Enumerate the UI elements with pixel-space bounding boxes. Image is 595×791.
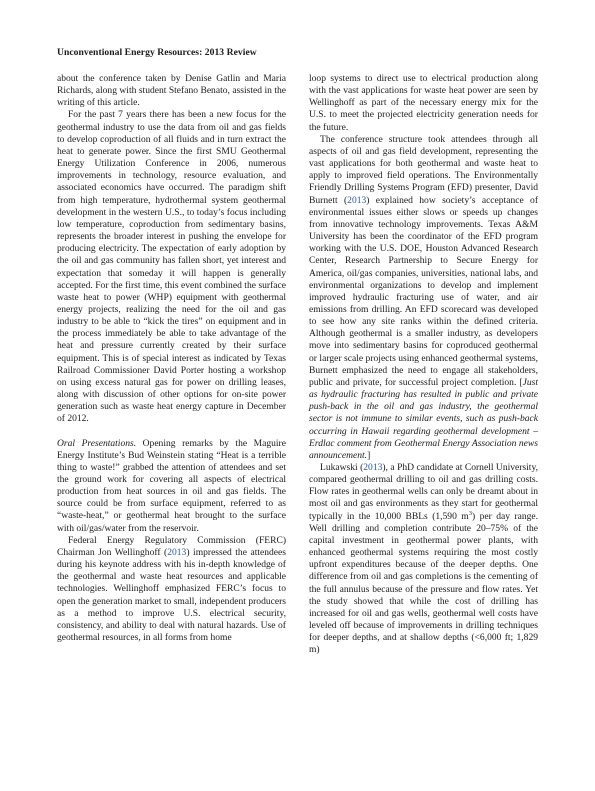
paragraph-text: ) per day range. Well drilling and completion contribute 20–75% of the capital investment in geothermal power plants, with enhanced geothermal systems requiring the most costly upfront expenditures because of the deeper depths. One difference from oil and gas completions is the cementing of the full annulus because of the pressure and flow rates. Yet the study showed that while the cost of drilling has increased for oil and gas wells, geothermal well costs have leveled off because of improvements in drilling techniques for deeper depths, and at shallow depths (<6,000 ft; 1,829 m)	[309, 510, 539, 656]
left-column	[57, 73, 286, 644]
editor-note: Just as hydraulic fracturing has resulted in public and private push-back in the oil and gas industry, the geothermal sector is not immune to similar events, such as push-back occurring in Hawaii regarding geothermal development – Erdlac comment from Geothermal Energy Association news announcement.	[309, 376, 538, 461]
paragraph-continued: about the conference taken by Denise Gatlin and Maria Richards, along with student Stefano Benato, assisted in the writing of this article.	[57, 73, 286, 109]
running-title: Unconventional Energy Resources: 2013 Review	[57, 47, 257, 58]
paragraph-ferc	[57, 535, 286, 644]
paragraph-text: ), a PhD candidate at Cornell University, compared geothermal drilling to oil and gas drilling costs. Flow rates in geothermal wells can only be dreamt about in most oil and gas environments as they start for geothermal typically in the 10,000 BBLs (1,590 m	[309, 462, 538, 522]
paragraph-text: Opening remarks by the Maguire Energy Institute’s Bud Weinstein stating “Heat is a terrible thing to waste!” grabbed the attention of attendees and set the ground work for covering all aspects of electrical production from heat sources in oil and gas fields. The source could be from surface equipment, referred to as “waste-heat,” or geothermal heat brought to the surface with oil/gas/water from the reservoir.	[57, 437, 286, 534]
paragraph-text: ) explained how society’s acceptance of environmental issues either slows or speeds up changes from innovative technology improvements. Texas A&M University has been the coordinator of the EFD program working with the U.S. DOE, Houston Advanced Research Center, Research Partnership to Secure Energy for America, oil/gas companies, universities, national labs, and environmental organizations to develop and implement improved hydraulic fracturing use of water, and air emissions from drilling. An EFD scorecard was developed to see how any site ranks within the defined criteria. Although geothermal is a smaller industry, as developers move into sedimentary basins for coproduced geothermal or larger scale projects using enhanced geothermal systems, Burnett emphasized the need to engage all stakeholders, public and private, for successful project completion. [	[309, 194, 538, 388]
paragraph-continued: loop systems to direct use to electrical production along with the vast applications for waste heat power are seen by Wellinghoff as part of the necessary energy mix for the U.S. to meet the projected electricity generation needs for the future.	[309, 73, 538, 133]
paragraph-text: ) impressed the attendees during his keynote address with his in-depth knowledge of the geothermal and waste heat resources and applicable technologies. Wellinghoff emphasized FERC’s focus to open the generation market to small, independent producers as a method to improve U.S. electrical security, consistency, and ability to deal with natural hazards. Use of geothermal resources, in all forms from home	[57, 546, 286, 644]
paragraph-text: The conference structure took attendees through all aspects of oil and gas field development, representing the vast applications for both geothermal and waste heat to apply to improved field operations. The Environmentally Friendly Drilling Systems Program (EFD) presenter, David Burnett (	[309, 133, 538, 206]
paragraph-lukawski	[309, 462, 538, 657]
paragraph-efd	[309, 134, 538, 462]
section-heading-oral-presentations: Oral Presentations.	[57, 437, 137, 449]
paragraph-oral-presentations	[57, 438, 286, 535]
citation-link-burnett[interactable]: 2013	[347, 194, 367, 206]
paragraph-text: ]	[367, 449, 371, 461]
right-column	[309, 73, 538, 657]
paragraph-geothermal-focus: For the past 7 years there has been a new focus for the geothermal industry to use the data from oil and gas fields to develop coproduction of all fluids and in turn extract the heat to generate power. Since the first SMU Geothermal Energy Utilization Conference in 2006, numerous improvements in technology, resource evaluation, and associated economics have occurred. The paradigm shift from high temperature, hydrothermal system geothermal development in the western U.S., to today’s focus including low temperature, coproduction from sedimentary basins, represents the broader interest in pushing the envelope for producing electricity. The expectation of early adoption by the oil and gas community has fallen short, yet interest and expectation that someday it will happen is generally accepted. For the first time, this event combined the surface waste heat to power (WHP) equipment with geothermal energy projects, realizing the need for the oil and gas industry to be able to “kick the tires” on equipment and in the process immediately be able to take advantage of the heat and pressure currently created by their surface equipment. This is of special interest as indicated by Texas Railroad Commissioner David Porter hosting a workshop on using excess natural gas for power on drilling leases, along with discussion of other options for on-site power generation such as waste heat energy capture in December of 2012.	[57, 109, 286, 425]
paragraph-text: Federal Energy Regulatory Commission (FERC) Chairman Jon Wellinghoff (	[57, 534, 286, 558]
citation-link-lukawski[interactable]: 2013	[363, 462, 383, 473]
citation-link-wellinghoff[interactable]: 2013	[167, 546, 187, 558]
paragraph-text: Lukawski (	[320, 462, 364, 473]
superscript: 3	[468, 509, 472, 517]
